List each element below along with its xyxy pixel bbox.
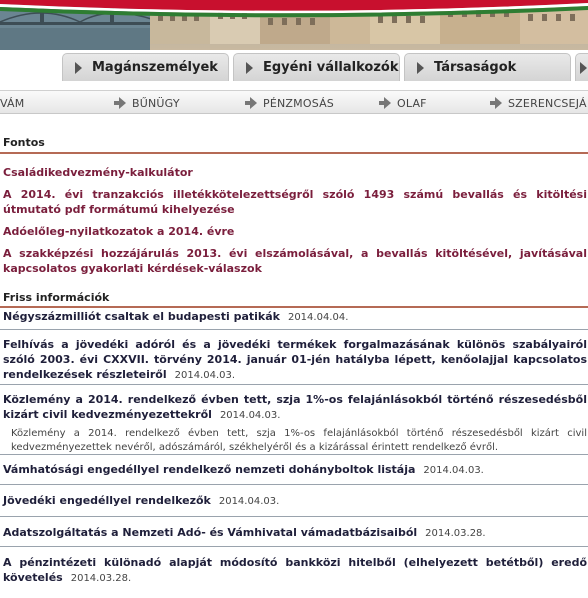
- news-date: 2014.04.03.: [219, 410, 281, 421]
- news-separator: [0, 384, 588, 385]
- news-item: [3, 309, 587, 325]
- news-date: 2014.04.03.: [218, 496, 280, 507]
- news-item: [3, 493, 587, 509]
- sub-nav-szerencsejatek[interactable]: [490, 91, 587, 115]
- news-title-link[interactable]: Vámhatósági engedéllyel rendelkező nemzeti dohányboltok listája: [3, 463, 416, 476]
- news-title-link[interactable]: Négyszázmilliót csaltak el budapesti patikák: [3, 310, 280, 323]
- news-separator: [0, 516, 588, 517]
- tab-arrow-icon: [246, 62, 253, 74]
- tab-arrow-icon: [417, 62, 424, 74]
- news-date: 2014.04.04.: [287, 312, 349, 323]
- news-summary: Közlemény a 2014. rendelkező évben tett, szja 1%-os felajánlásokból történő részesedésből kizárt civil kedvezményezettek nevéről, adószámáról, székhelyéről és a kizárással érintett rendelkező évről.: [11, 428, 587, 453]
- sub-nav-label: BŰNÜGY: [132, 96, 180, 110]
- friss-heading: Friss információk: [3, 291, 110, 304]
- news-item: [3, 392, 587, 455]
- news-title-link[interactable]: Jövedéki engedéllyel rendelkezők: [3, 494, 211, 507]
- tab-arrow-icon: [580, 62, 587, 74]
- tab-label: Egyéni vállalkozók: [263, 60, 399, 75]
- flag-stripe-decoration: [0, 0, 588, 18]
- news-date: 2014.04.03.: [174, 370, 236, 381]
- news-item: [3, 525, 587, 541]
- arrow-right-icon: [490, 97, 502, 109]
- tab-maganszemelyek[interactable]: [62, 53, 229, 81]
- news-separator: [0, 546, 588, 547]
- arrow-right-icon: [379, 97, 391, 109]
- sub-nav-label: PÉNZMOSÁS: [263, 96, 334, 110]
- news-separator: [0, 329, 588, 330]
- tab-arrow-icon: [75, 62, 82, 74]
- fontos-heading: Fontos: [3, 136, 45, 149]
- arrow-right-icon: [245, 97, 257, 109]
- fontos-link-adoeloleg-nyilatkozat[interactable]: Adóelőleg-nyilatkozatok a 2014. évre: [3, 225, 235, 238]
- news-title-link[interactable]: A pénzintézeti különadó alapját módosító bankközi hitelből (elhelyezett betétből) eredő követelés: [3, 556, 587, 584]
- tab-label: Magánszemélyek: [92, 60, 218, 75]
- sub-nav-olaf[interactable]: [379, 91, 427, 115]
- tab-egyeni-vallalkozok[interactable]: [233, 53, 400, 81]
- news-separator: [0, 484, 588, 485]
- news-date: 2014.03.28.: [70, 573, 132, 584]
- fontos-link-szakkepzesi-hozzajarulas[interactable]: A szakképzési hozzájárulás 2013. évi elszámolásával, a bevallás kitöltésével, javításával kapcsolatos gyakorlati kérdések-válaszok: [3, 247, 587, 275]
- news-item: [3, 555, 587, 586]
- news-title-link[interactable]: Adatszolgáltatás a Nemzeti Adó- és Vámhivatal vámadatbázisaiból: [3, 526, 418, 539]
- tab-tarsasagok[interactable]: [404, 53, 571, 81]
- friss-divider: [0, 306, 588, 308]
- news-date: 2014.04.03.: [423, 465, 484, 476]
- fontos-divider: [0, 152, 588, 154]
- arrow-right-icon: [114, 97, 126, 109]
- news-item: [3, 337, 587, 383]
- header-banner-image: [0, 0, 588, 50]
- sub-nav-label: SZERENCSEJÁ: [508, 96, 587, 110]
- news-item: [3, 462, 587, 478]
- sub-navigation: [0, 90, 588, 114]
- fontos-link-tranzakcios-illetek[interactable]: A 2014. évi tranzakciós illetékkötelezettségről szóló 1493 számú bevallás és kitöltési útmutató pdf formátumú kihelyezése: [3, 188, 587, 216]
- sub-nav-bunugy[interactable]: [114, 91, 180, 115]
- sub-nav-label: OLAF: [397, 96, 427, 110]
- news-date: 2014.03.28.: [425, 528, 486, 539]
- tab-label: Társaságok: [434, 60, 517, 75]
- news-title-link[interactable]: Közlemény a 2014. rendelkező évben tett, szja 1%-os felajánlásokból történő részesedésből kizárt civil kedvezményezettekről: [3, 393, 587, 421]
- sub-nav-label: VÁM: [0, 96, 25, 110]
- sub-nav-penzmosas[interactable]: [245, 91, 334, 115]
- tab-next[interactable]: [575, 53, 588, 81]
- news-title-link[interactable]: Felhívás a jövedéki adóról és a jövedéki termékek forgalmazásának különös szabályairól szóló 2003. évi CXXVII. törvény 2014. január 01-jén hatályba lépett, kenőolajjal kapcsolatos rendelkezések részleteiről: [3, 338, 587, 381]
- news-separator: [0, 454, 588, 455]
- fontos-link-csaladi-kalkulator[interactable]: Családikedvezmény-kalkulátor: [3, 166, 193, 179]
- sub-nav-vam[interactable]: [0, 91, 24, 115]
